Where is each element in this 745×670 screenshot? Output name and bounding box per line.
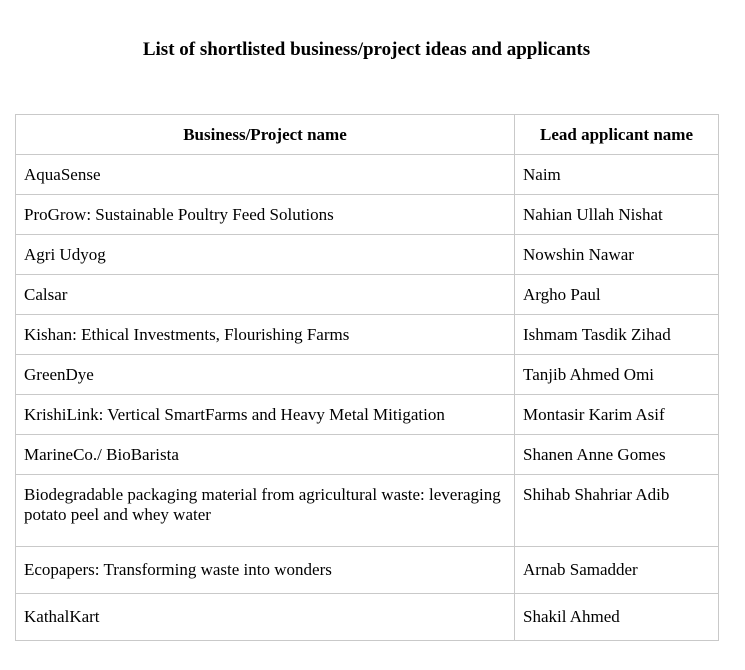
header-business-project-name: Business/Project name [16, 115, 515, 155]
table-row [16, 435, 719, 475]
table-row [16, 547, 719, 594]
applicant-name-cell: Tanjib Ahmed Omi [515, 355, 719, 395]
table-row [16, 155, 719, 195]
applicant-name-cell: Ishmam Tasdik Zihad [515, 315, 719, 355]
project-name-cell: ProGrow: Sustainable Poultry Feed Solutions [16, 195, 515, 235]
table-row [16, 475, 719, 547]
applicant-name-cell: Naim [515, 155, 719, 195]
project-name-cell: AquaSense [16, 155, 515, 195]
project-name-cell: Ecopapers: Transforming waste into wonders [16, 547, 515, 594]
table-row [16, 315, 719, 355]
header-lead-applicant-name: Lead applicant name [515, 115, 719, 155]
table-row [16, 594, 719, 641]
applicant-name-cell: Arnab Samadder [515, 547, 719, 594]
project-name-cell: Agri Udyog [16, 235, 515, 275]
applicant-name-cell: Nowshin Nawar [515, 235, 719, 275]
applicant-name-cell: Shanen Anne Gomes [515, 435, 719, 475]
project-name-cell: Calsar [16, 275, 515, 315]
page-title: List of shortlisted business/project ideas and applicants [142, 39, 591, 60]
project-name-cell: Biodegradable packaging material from agricultural waste: leveraging potato peel and whey water [16, 475, 515, 547]
project-name-cell: GreenDye [16, 355, 515, 395]
applicant-name-cell: Shakil Ahmed [515, 594, 719, 641]
applicant-name-cell: Argho Paul [515, 275, 719, 315]
table-row [16, 235, 719, 275]
table-row [16, 195, 719, 235]
project-name-cell: MarineCo./ BioBarista [16, 435, 515, 475]
table-row [16, 395, 719, 435]
shortlist-table [15, 114, 719, 641]
applicant-name-cell: Shihab Shahriar Adib [515, 475, 719, 547]
project-name-cell: KathalKart [16, 594, 515, 641]
table-header-row [16, 115, 719, 155]
applicant-name-cell: Montasir Karim Asif [515, 395, 719, 435]
project-name-cell: Kishan: Ethical Investments, Flourishing Farms [16, 315, 515, 355]
project-name-cell: KrishiLink: Vertical SmartFarms and Heavy Metal Mitigation [16, 395, 515, 435]
applicant-name-cell: Nahian Ullah Nishat [515, 195, 719, 235]
table-row [16, 275, 719, 315]
table-row [16, 355, 719, 395]
